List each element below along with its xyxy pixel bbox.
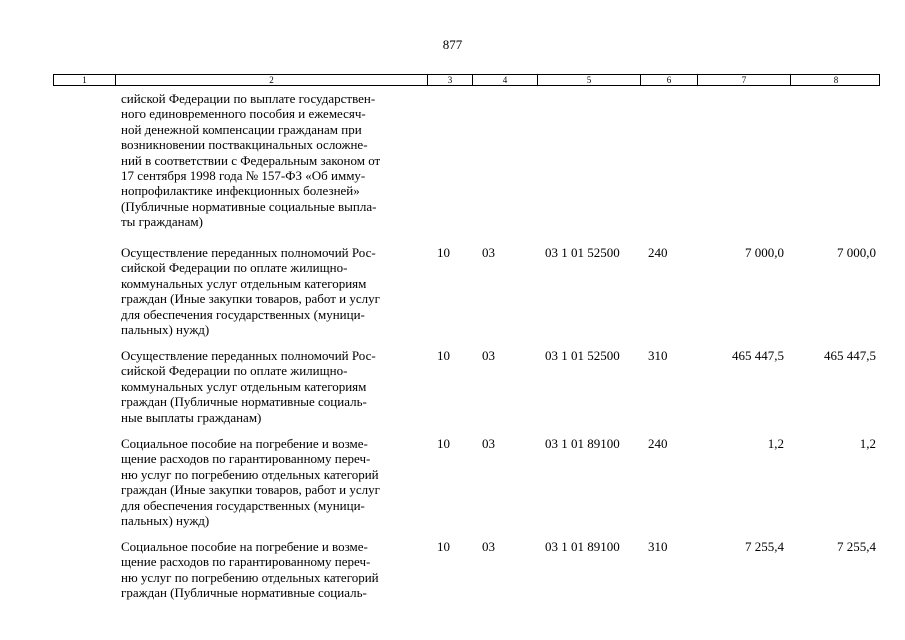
- target-article-code: 03 1 01 52500: [545, 348, 620, 363]
- section-code: 10: [437, 245, 450, 260]
- section-code: 10: [437, 348, 450, 363]
- target-article-code: 03 1 01 52500: [545, 245, 620, 260]
- section-code: 10: [437, 539, 450, 554]
- description-line: граждан (Публичные нормативные социаль-: [121, 394, 367, 410]
- description-line: сийской Федерации по оплате жилищно-: [121, 363, 348, 379]
- description-line: ной денежной компенсации гражданам при: [121, 121, 362, 137]
- row-description: [121, 245, 431, 337]
- description-line: 17 сентября 1998 года № 157-ФЗ «Об имму-: [121, 167, 366, 183]
- section-code: 10: [437, 436, 450, 451]
- subsection-code: 03: [482, 348, 495, 363]
- description-line: пальных) нужд): [121, 512, 210, 528]
- amount-column-7: 1,2: [767, 436, 784, 451]
- row-description: [121, 539, 431, 601]
- target-article-code: 03 1 01 89100: [545, 539, 620, 554]
- row-description: [121, 348, 431, 425]
- column-header-3: 3: [428, 75, 473, 85]
- description-line: для обеспечения государственных (муници-: [121, 306, 365, 322]
- amount-column-7: 7 255,4: [745, 539, 784, 554]
- description-line: ний в соответствии с Федеральным законом от: [121, 152, 381, 168]
- description-line: щение расходов по гарантированному переч-: [121, 451, 371, 467]
- description-line: граждан (Иные закупки товаров, работ и услуг: [121, 291, 380, 307]
- description-line: ного единовременного пособия и ежемесяч-: [121, 106, 366, 122]
- description-line: Осуществление переданных полномочий Рос-: [121, 348, 376, 363]
- description-line: сийской Федерации по оплате жилищно-: [121, 260, 348, 276]
- amount-column-7: 7 000,0: [745, 245, 784, 260]
- column-header-4: 4: [473, 75, 538, 85]
- description-line: Социальное пособие на погребение и возме-: [121, 539, 368, 554]
- description-line: Социальное пособие на погребение и возме-: [121, 436, 368, 451]
- description-line: коммунальных услуг отдельным категориям: [121, 275, 367, 291]
- description-line: ню услуг по погребению отдельных категорий: [121, 466, 379, 482]
- column-header-row: [53, 74, 880, 86]
- expense-type-code: 240: [648, 436, 668, 451]
- description-line: ты гражданам): [121, 214, 203, 230]
- amount-column-8: 7 255,4: [837, 539, 876, 554]
- column-header-6: 6: [641, 75, 698, 85]
- description-line: (Публичные нормативные социальные выпла-: [121, 198, 377, 214]
- description-line: нопрофилактике инфекционных болезней»: [121, 183, 360, 199]
- row-description: [121, 91, 431, 230]
- column-header-1: 1: [54, 75, 116, 85]
- amount-column-8: 7 000,0: [837, 245, 876, 260]
- description-line: сийской Федерации по выплате государствен-: [121, 91, 376, 106]
- expense-type-code: 310: [648, 348, 668, 363]
- description-line: Осуществление переданных полномочий Рос-: [121, 245, 376, 260]
- description-line: коммунальных услуг отдельным категориям: [121, 378, 367, 394]
- target-article-code: 03 1 01 89100: [545, 436, 620, 451]
- row-description: [121, 436, 431, 528]
- expense-type-code: 310: [648, 539, 668, 554]
- page-number: 877: [442, 37, 463, 52]
- description-line: граждан (Иные закупки товаров, работ и услуг: [121, 482, 380, 498]
- amount-column-7: 465 447,5: [732, 348, 784, 363]
- description-line: возникновении поствакцинальных осложне-: [121, 137, 368, 153]
- expense-type-code: 240: [648, 245, 668, 260]
- description-line: пальных) нужд): [121, 321, 210, 337]
- column-header-5: 5: [538, 75, 641, 85]
- subsection-code: 03: [482, 245, 495, 260]
- description-line: граждан (Публичные нормативные социаль-: [121, 585, 367, 601]
- description-line: ню услуг по погребению отдельных категорий: [121, 569, 379, 585]
- amount-column-8: 465 447,5: [824, 348, 876, 363]
- column-header-8: 8: [833, 75, 839, 85]
- column-header-2: 2: [116, 75, 428, 85]
- description-line: щение расходов по гарантированному переч-: [121, 554, 371, 570]
- column-header-7: 7: [698, 75, 791, 85]
- amount-column-8: 1,2: [859, 436, 876, 451]
- description-line: для обеспечения государственных (муници-: [121, 497, 365, 513]
- subsection-code: 03: [482, 436, 495, 451]
- description-line: ные выплаты гражданам): [121, 409, 262, 425]
- subsection-code: 03: [482, 539, 495, 554]
